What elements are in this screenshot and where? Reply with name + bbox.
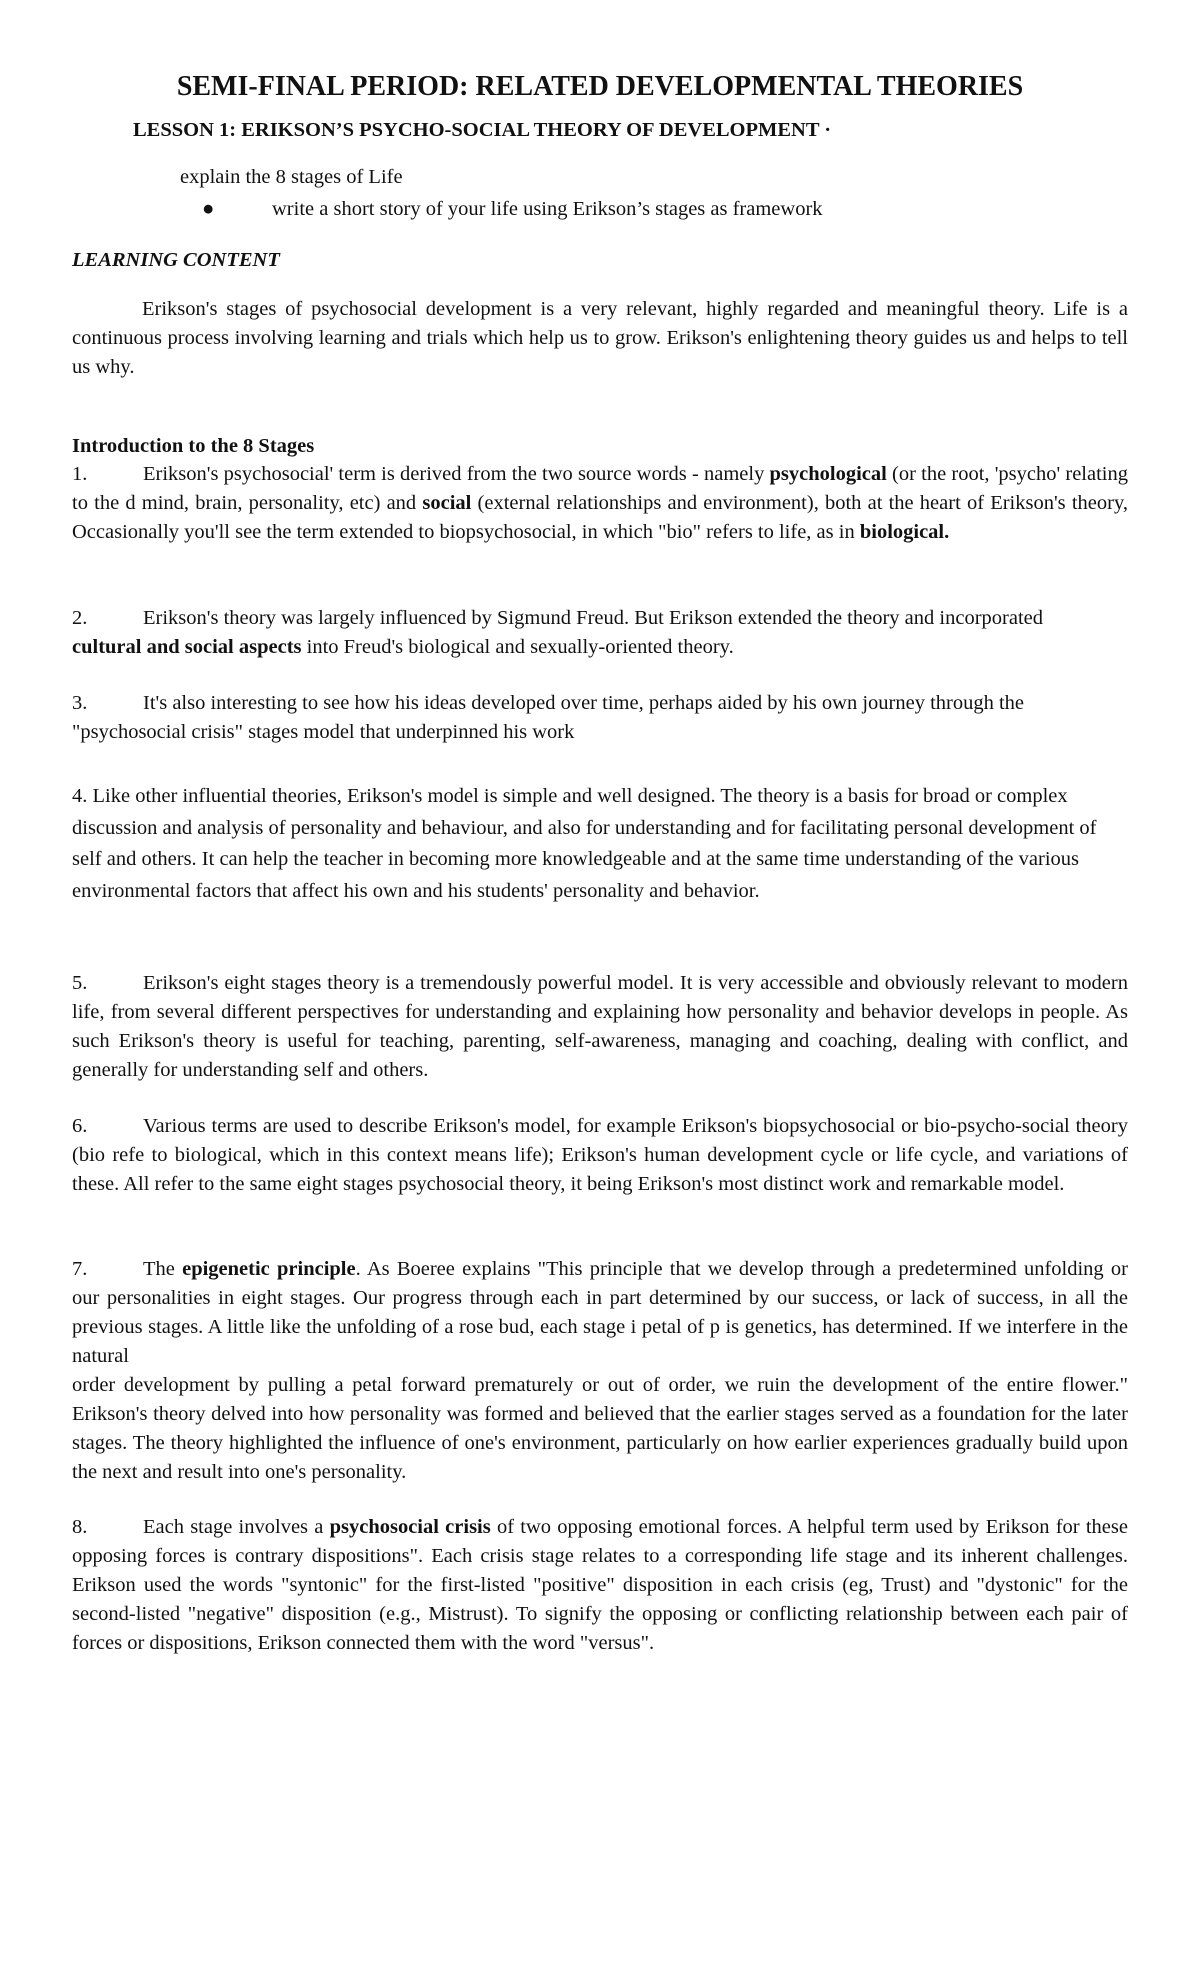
bold-term: cultural and social aspects bbox=[72, 636, 302, 658]
bold-term: biological. bbox=[859, 521, 950, 543]
paragraph-4: 4. Like other influential theories, Erikson's model is simple and well designed. The theory is a basis for broad or complex discussion and analysis of personality and behaviour, and also for understanding and for facilitating personal development of self and others. It can help the teacher in becoming more knowledgeable and at the same time understanding of the various environmental factors that affect his own and his students' personality and behavior. bbox=[72, 785, 1097, 902]
paragraph-number: 2. bbox=[72, 607, 88, 629]
bullet-icon: ● bbox=[202, 198, 215, 220]
bold-term: epigenetic principle bbox=[182, 1258, 356, 1280]
bold-term: psychosocial crisis bbox=[329, 1516, 491, 1538]
lesson-subtitle: LESSON 1: ERIKSON’S PSYCHO-SOCIAL THEORY OF DEVELOPMENT · bbox=[133, 119, 832, 141]
objective-text: write a short story of your life using Erikson’s stages as framework bbox=[272, 198, 823, 220]
paragraph-1: 1. Erikson's psychosocial' term is derived from the two source words - namely psychological (or the root, 'psycho' relating to the d mind, brain, personality, etc) and social (external relationships and environment), both at the heart of Erikson's theory, Occasionally you'll see the term extended to biopsychosocial, in which "bio" refers to life, as in biological. bbox=[72, 460, 1128, 547]
paragraph-5: 5. Erikson's eight stages theory is a tremendously powerful model. It is very accessible and obviously relevant to modern life, from several different perspectives for understanding and explaining how personality and behavior develops in people. As such Erikson's theory is useful for teaching, parenting, self-awareness, managing and coaching, dealing with conflict, and generally for understanding self and others. bbox=[72, 969, 1128, 1085]
paragraph-6: 6. Various terms are used to describe Erikson's model, for example Erikson's biopsychosocial or bio-psycho-social theory (bio refe to biological, which in this context means life); Erikson's human development cycle or life cycle, and variations of these. All refer to the same eight stages psychosocial theory, it being Erikson's most distinct work and remarkable model. bbox=[72, 1112, 1128, 1199]
learning-content-label: LEARNING CONTENT bbox=[72, 249, 280, 271]
intro-paragraph: Erikson's stages of psychosocial development is a very relevant, highly regarded and meaningful theory. Life is a continuous process involving learning and trials which help us to grow. Erikson's enlightening theory guides us and helps to tell us why. bbox=[72, 298, 1128, 378]
section-heading: Introduction to the 8 Stages bbox=[72, 435, 315, 457]
objective-line-1: explain the 8 stages of Life bbox=[180, 166, 403, 188]
paragraph-number: 7. bbox=[72, 1258, 88, 1280]
paragraph-7a: 7. The epigenetic principle. As Boeree explains "This principle that we develop through a predetermined unfolding or our personalities in eight stages. Our progress through each in part determined by our success, or lack of success, in all the previous stages. A little like the unfolding of a rose bud, each stage i petal of p is genetics, has determined. If we interfere in the natural bbox=[72, 1255, 1128, 1371]
objective-line-2 bbox=[180, 195, 823, 224]
paragraph-number: 1. bbox=[72, 463, 88, 485]
paragraph-3: 3. It's also interesting to see how his ideas developed over time, perhaps aided by his own journey through the "psychosocial crisis" stages model that underpinned his work bbox=[72, 689, 1128, 747]
paragraph-number: 5. bbox=[72, 972, 88, 994]
bold-term: psychological bbox=[769, 463, 887, 485]
paragraph-number: 8. bbox=[72, 1516, 88, 1538]
paragraph-2: 2. Erikson's theory was largely influenced by Sigmund Freud. But Erikson extended the theory and incorporated cultural and social aspects into Freud's biological and sexually-oriented theory. bbox=[72, 604, 1102, 662]
paragraph-7b: order development by pulling a petal forward prematurely or out of order, we ruin the development of the entire flower." Erikson's theory delved into how personality was formed and believed that the earlier stages served as a foundation for the later stages. The theory highlighted the influence of one's environment, particularly on how earlier experiences gradually build upon the next and result into one's personality. bbox=[72, 1374, 1128, 1483]
paragraph-number: 3. bbox=[72, 692, 88, 714]
paragraph-8: 8. Each stage involves a psychosocial crisis of two opposing emotional forces. A helpful term used by Erikson for these opposing forces is contrary dispositions". Each crisis stage relates to a corresponding life stage and its inherent challenges. Erikson used the words "syntonic" for the first-listed "positive" disposition in each crisis (eg, Trust) and "dystonic" for the second-listed "negative" disposition (e.g., Mistrust). To signify the opposing or conflicting relationship between each pair of forces or dispositions, Erikson connected them with the word "versus". bbox=[72, 1513, 1128, 1658]
bold-term: social bbox=[422, 492, 472, 514]
page-title: SEMI-FINAL PERIOD: RELATED DEVELOPMENTAL THEORIES bbox=[176, 71, 1024, 102]
paragraph-number: 6. bbox=[72, 1115, 88, 1137]
